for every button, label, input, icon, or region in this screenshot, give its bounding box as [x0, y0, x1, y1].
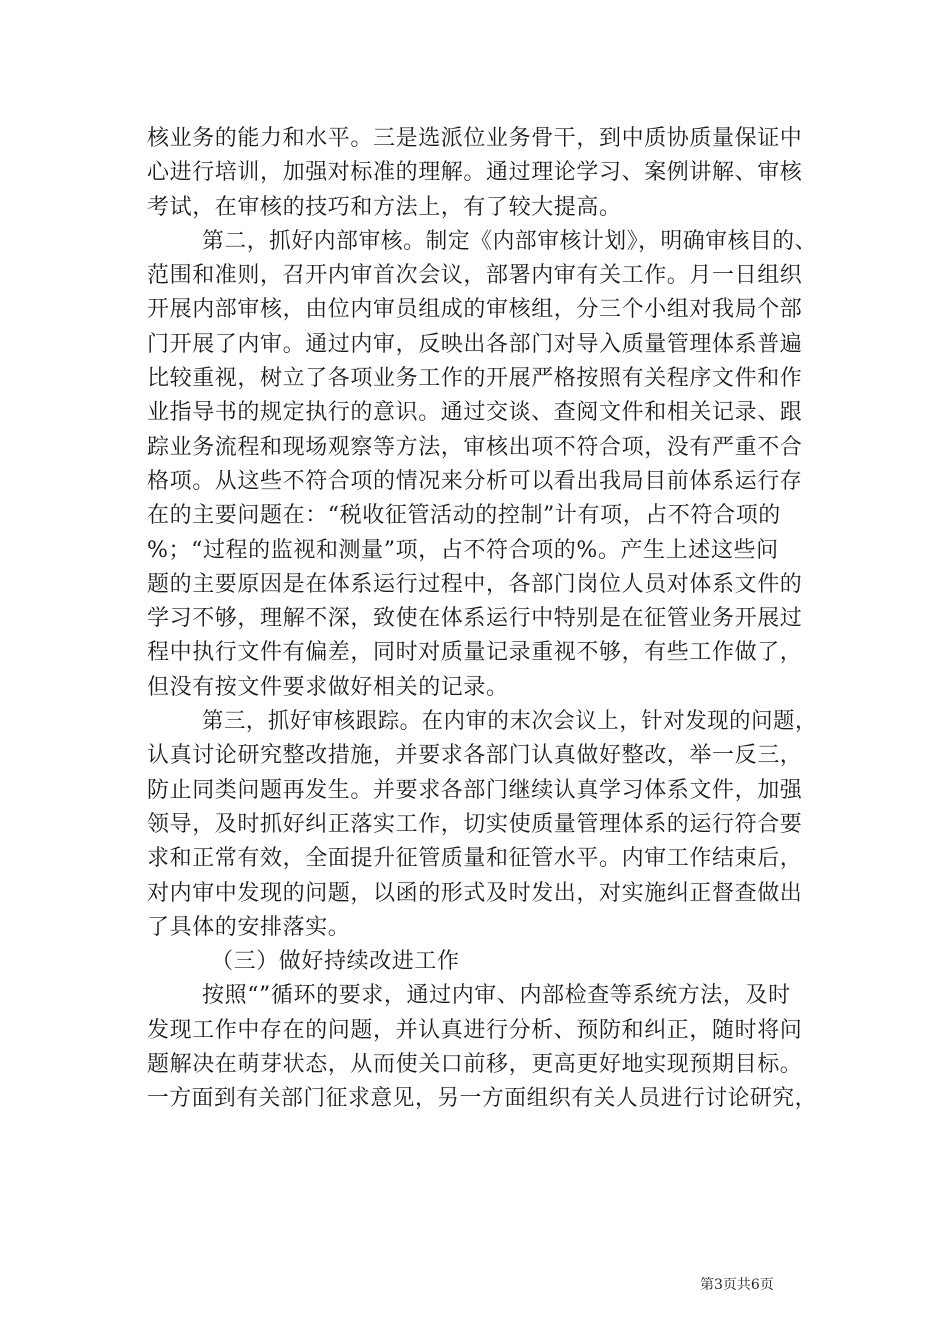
text-line: 心进行培训，加强对标准的理解。通过理论学习、案例讲解、审核 — [147, 160, 803, 186]
text-line: 范围和准则，召开内审首次会议，部署内审有关工作。月一日组织 — [147, 263, 803, 289]
text-line: 一方面到有关部门征求意见，另一方面组织有关人员进行讨论研究， — [147, 1086, 817, 1112]
text-line: 门开展了内审。通过内审，反映出各部门对导入质量管理体系普遍 — [147, 331, 803, 357]
text-line: 第三，抓好审核跟踪。在内审的末次会议上，针对发现的问题， — [202, 709, 817, 735]
text-line: 防止同类问题再发生。并要求各部门继续认真学习体系文件，加强 — [147, 777, 803, 803]
text-line: （三）做好持续改进工作 — [211, 949, 460, 975]
text-line: 学习不够，理解不深，致使在体系运行中特别是在征管业务开展过 — [147, 606, 803, 632]
text-line: 领导，及时抓好纠正落实工作，切实使质量管理体系的运行符合要 — [147, 811, 803, 837]
text-line: 开展内部审核，由位内审员组成的审核组，分三个小组对我局个部 — [147, 297, 803, 323]
text-line: 但没有按文件要求做好相关的记录。 — [147, 674, 509, 700]
page-number: 第3页共6页 — [700, 1277, 774, 1293]
text-line: 考试，在审核的技巧和方法上，有了较大提高。 — [147, 194, 622, 220]
text-line: 在的主要问题在：“税收征管活动的控制”计有项，占不符合项的 — [147, 503, 781, 529]
text-line: 认真讨论研究整改措施，并要求各部门认真做好整改，举一反三， — [147, 743, 803, 769]
text-line: 求和正常有效，全面提升征管质量和征管水平。内审工作结束后， — [147, 846, 803, 872]
text-line: 了具体的安排落实。 — [147, 914, 351, 940]
text-line: 程中执行文件有偏差，同时对质量记录重视不够，有些工作做了， — [147, 640, 803, 666]
text-line: 发现工作中存在的问题，并认真进行分析、预防和纠正，随时将问 — [147, 1017, 803, 1043]
text-line: 格项。从这些不符合项的情况来分析可以看出我局目前体系运行存 — [147, 468, 803, 494]
text-line: 题解决在萌芽状态，从而使关口前移，更高更好地实现预期目标。 — [147, 1052, 803, 1078]
text-line: 按照“”循环的要求，通过内审、内部检查等系统方法，及时 — [202, 983, 791, 1009]
text-line: 比较重视，树立了各项业务工作的开展严格按照有关程序文件和作 — [147, 366, 803, 392]
body-text — [147, 122, 817, 1117]
text-line: %；“过程的监视和测量”项，占不符合项的%。产生上述这些问 — [147, 537, 779, 563]
text-line: 踪业务流程和现场观察等方法，审核出项不符合项，没有严重不合 — [147, 434, 803, 460]
text-line: 业指导书的规定执行的意识。通过交谈、查阅文件和相关记录、跟 — [147, 400, 803, 426]
text-line: 题的主要原因是在体系运行过程中，各部门岗位人员对体系文件的 — [147, 571, 803, 597]
text-line: 对内审中发现的问题，以函的形式及时发出，对实施纠正督查做出 — [147, 880, 803, 906]
text-line: 第二，抓好内部审核。制定《内部审核计划》，明确审核目的、 — [202, 228, 817, 254]
text-line: 核业务的能力和水平。三是选派位业务骨干，到中质协质量保证中 — [147, 126, 803, 151]
